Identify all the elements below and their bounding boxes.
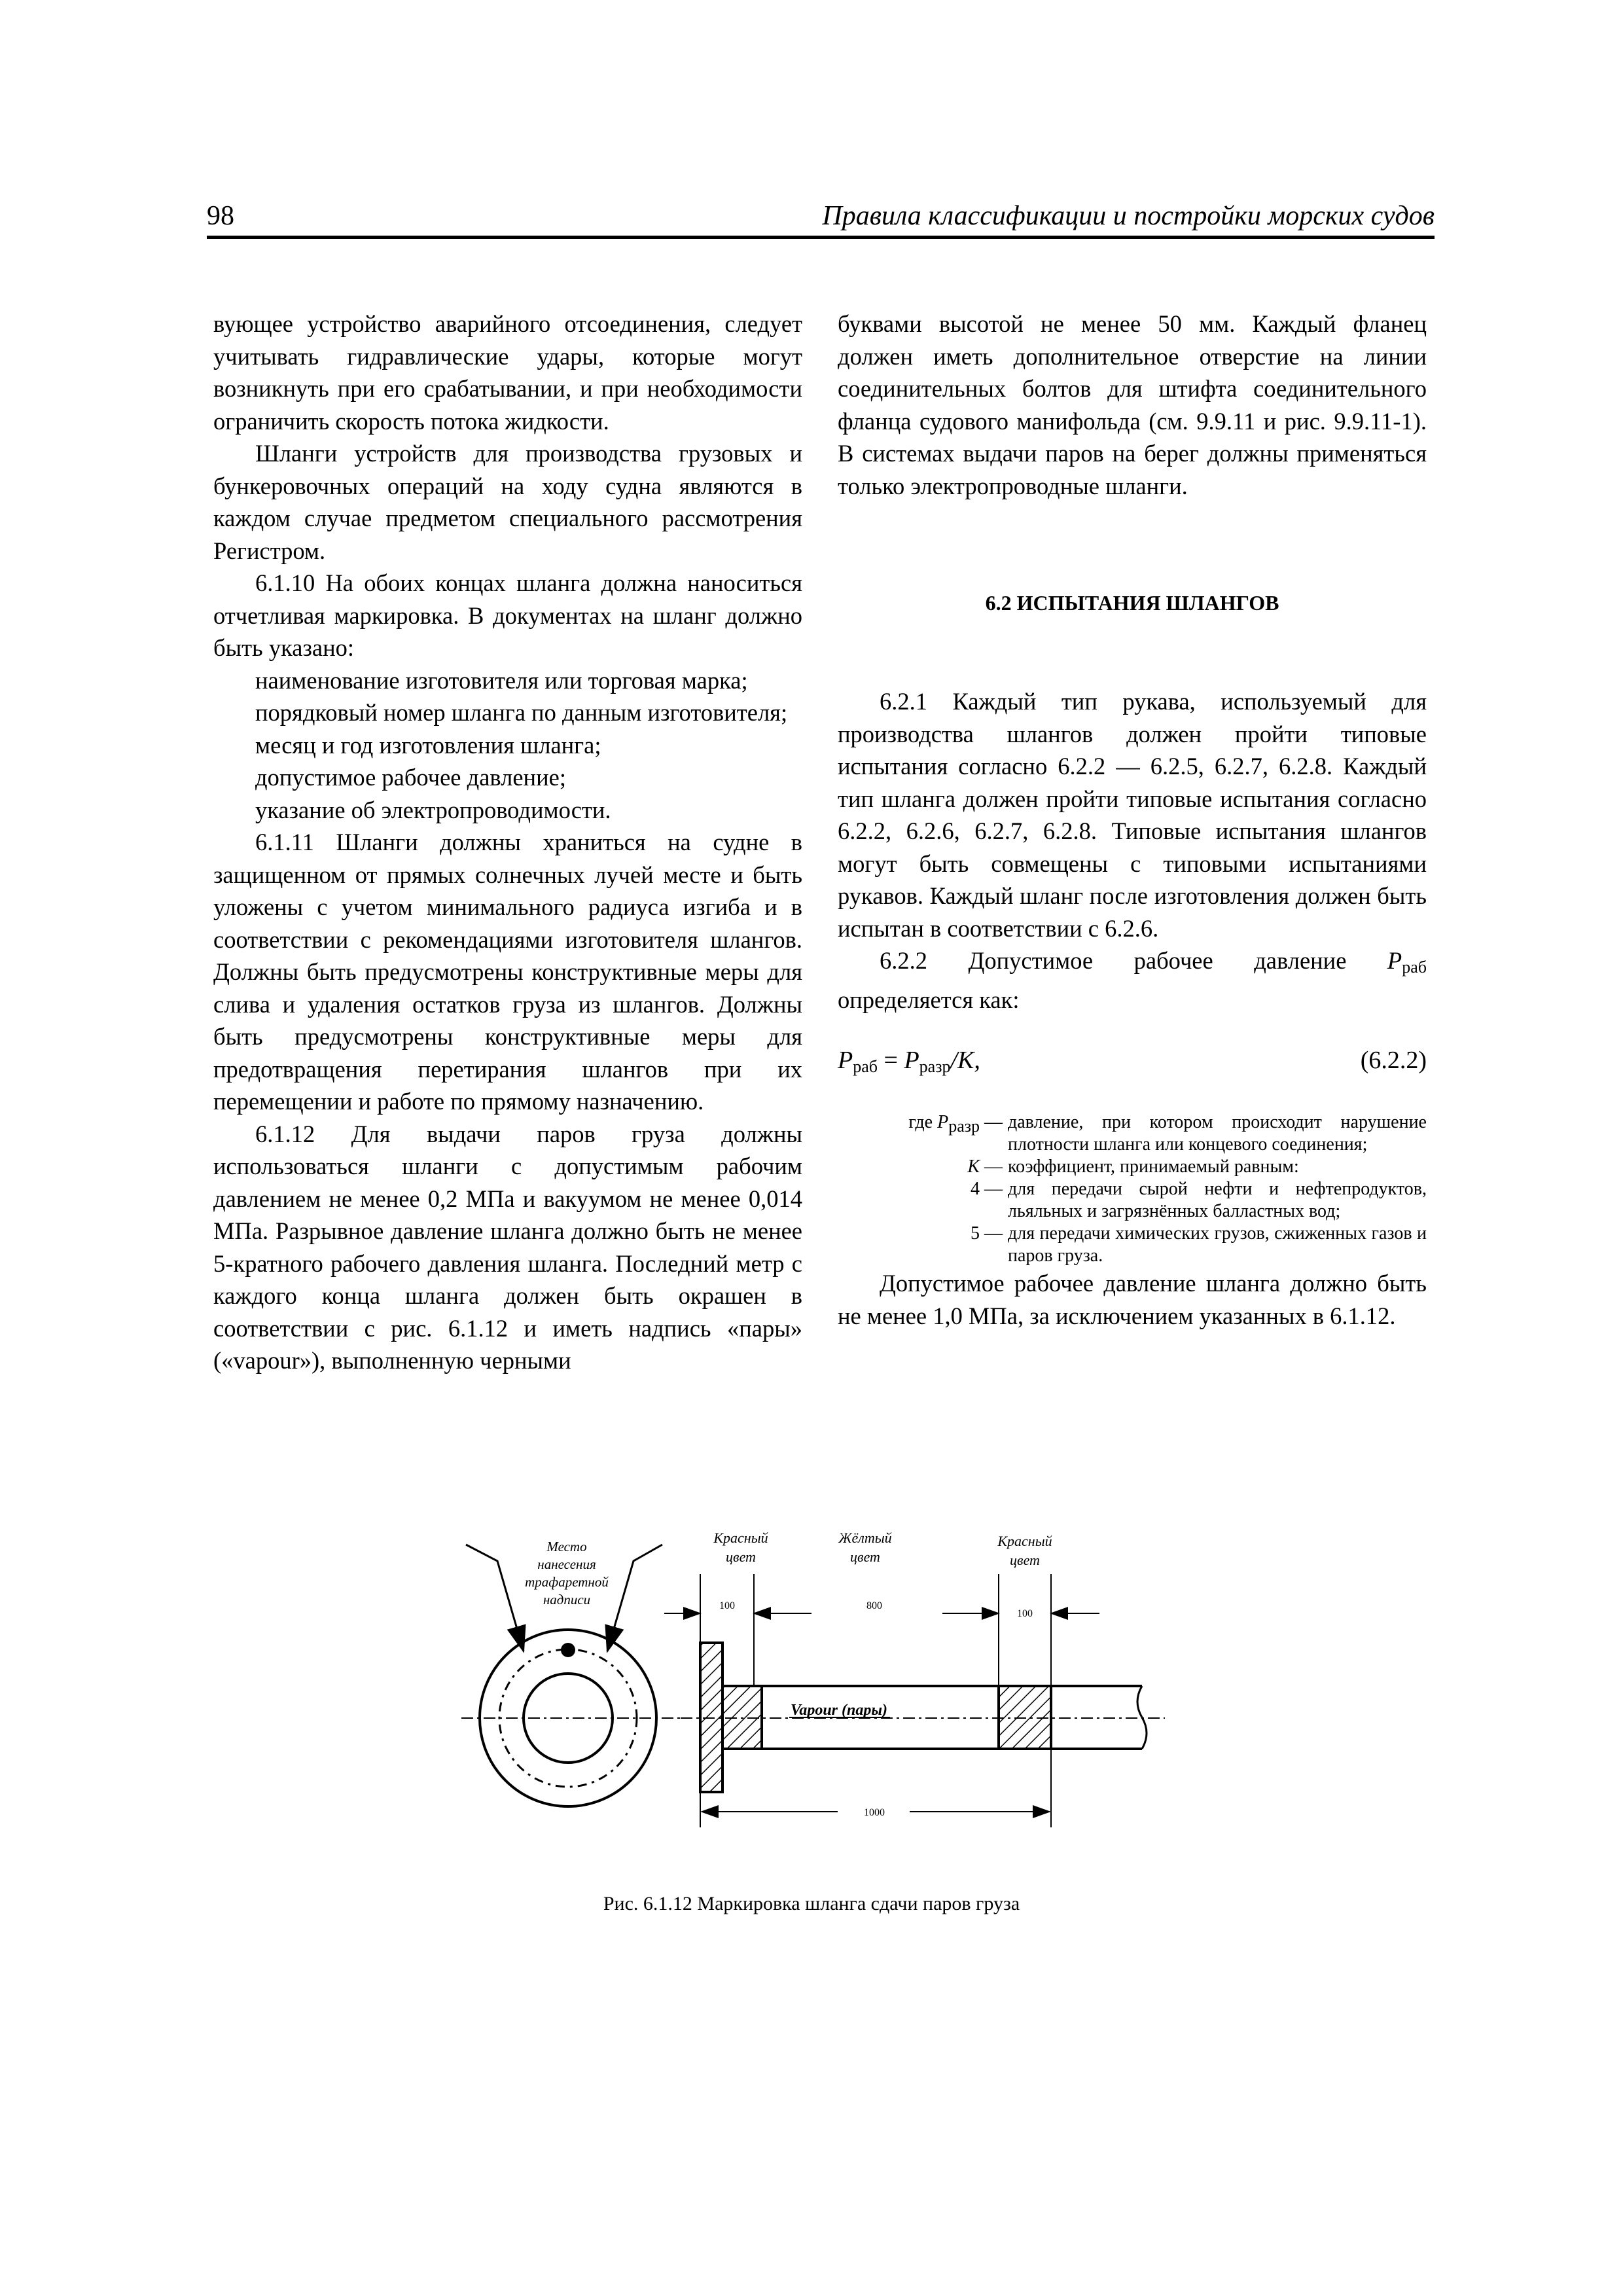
right-column xyxy=(838,308,1427,1332)
list-item: допустимое рабочее давление; xyxy=(255,764,566,791)
red-label-right-1: Красный xyxy=(997,1533,1052,1549)
page-number: 98 xyxy=(207,201,234,231)
hose-text: Vapour (пары) xyxy=(790,1702,888,1719)
dim-800: 800 xyxy=(866,1600,882,1611)
red-label-right-2: цвет xyxy=(1010,1552,1040,1568)
paragraph: вующее устройство аварийного отсоединения, следует учитывать гидравлические удары, которые могут возникнуть при его срабатывании, и при необходимости ограничить скорость потока жидкости. xyxy=(213,310,802,435)
yellow-label-2: цвет xyxy=(850,1549,880,1565)
definition-row: 5 — для передачи химических грузов, сжиженных газов и паров груза. xyxy=(971,1223,1427,1266)
definition-row: 4 — для передачи сырой нефти и нефтепродуктов, льяльных и загрязнённых балластных вод; xyxy=(971,1179,1427,1221)
figure-caption: Рис. 6.1.12 Маркировка шланга сдачи паров груза xyxy=(603,1893,1020,1914)
definition-row: K — коэффициент, принимаемый равным: xyxy=(967,1157,1299,1177)
hose-marking-figure xyxy=(0,1499,1623,1865)
paragraph: буквами высотой не менее 50 мм. Каждый фланец должен иметь дополнительное отверстие на линии соединительных болтов для штифта соединительного фланца судового манифольда (см. 9.9.11 и рис. 9.9.11-1). В системах выдачи паров на берег должны применяться только электропроводные шланги. xyxy=(838,310,1427,499)
red-label-left-1: Красный xyxy=(713,1530,768,1546)
section-title: 6.2 ИСПЫТАНИЯ ШЛАНГОВ xyxy=(985,591,1279,615)
flange-end-view xyxy=(461,1630,681,1806)
paragraph-6-1-11: 6.1.11 Шланги должны храниться на судне в защищенном от прямых солнечных лучей месте и быть уложены с учетом минимального радиуса изгиба и в соответствии с рекомендациями изготовителя шлангов. Должны быть предусмотрены конструктивные меры для слива и удаления остатков груза из шлангов. Должны быть предусмотрены конструктивные меры для предотвращения перетирания шлангов при их перемещении и работе по прямому назначению. xyxy=(213,829,802,1115)
running-title: Правила классификации и постройки морских судов xyxy=(822,201,1435,231)
yellow-label-1: Жёлтый xyxy=(838,1530,892,1546)
place-label-line4: надписи xyxy=(543,1592,591,1607)
place-label-line2: нанесения xyxy=(537,1556,596,1572)
formula-definitions xyxy=(838,1111,1427,1267)
page-header xyxy=(207,196,1435,239)
paragraph-6-1-10: 6.1.10 На обоих концах шланга должна наноситься отчетливая маркировка. В документах на шланг должно быть указано: xyxy=(213,569,802,661)
dim-1000: 1000 xyxy=(864,1807,885,1818)
dim-100-left: 100 xyxy=(719,1600,735,1611)
top-dimensions xyxy=(664,1574,1099,1686)
list-item: наименование изготовителя или торговая марка; xyxy=(255,666,748,694)
paragraph-6-2-2: 6.2.2 Допустимое рабочее давление $P_{раб}$ определяется как: xyxy=(838,947,1427,1013)
list-item: указание об электропроводимости. xyxy=(255,796,611,823)
formula-expression: $P_{раб} = P_{разр}/K$, xyxy=(838,1047,980,1076)
left-column xyxy=(213,308,802,1377)
list-item: порядковый номер шланга по данным изготовителя; xyxy=(255,699,788,726)
paragraph-6-1-12: 6.1.12 Для выдачи паров груза должны использоваться шланги с допустимым рабочим давлением не менее 0,2 МПа и вакуумом не менее 0,014 МПа. Разрывное давление шланга должно быть не менее 5-кратного рабочего давления шланга. Последний метр с каждого конца шланга должен быть окрашен в соответствии с рис. 6.1.12 и иметь надпись «пары» («vapour»), выполненную черными xyxy=(213,1120,802,1374)
place-label-line3: трафаретной xyxy=(525,1574,609,1590)
paragraph-6-2-1: 6.2.1 Каждый тип рукава, используемый для производства шлангов должен пройти типовые испытания согласно 6.2.2 — 6.2.5, 6.2.7, 6.2.8. Каждый тип шланга должен пройти типовые испытания согласно 6.2.2, 6.2.6, 6.2.7, 6.2.8. Типовые испытания шлангов могут быть совмещены с типовыми испытаниями рукавов. Каждый шланг после изготовления должен быть испытан в соответствии с 6.2.6. xyxy=(838,688,1427,942)
formula-number: (6.2.2) xyxy=(1360,1047,1427,1074)
paragraph: Шланги устройств для производства грузовых и бункеровочных операций на ходу судна являются в каждом случае предметом специального рассмотрения Регистром. xyxy=(213,440,802,564)
list-item: месяц и год изготовления шланга; xyxy=(255,731,601,759)
pin-hole-icon xyxy=(561,1643,575,1657)
red-label-left-2: цвет xyxy=(726,1549,756,1565)
dim-100-right: 100 xyxy=(1017,1608,1033,1619)
paragraph: Допустимое рабочее давление шланга должно быть не менее 1,0 МПа, за исключением указанных в 6.1.12. xyxy=(838,1270,1427,1329)
definition-row: где $P_{разр}$ — давление, при котором происходит нарушение плотности шланга или концевого соединения; xyxy=(908,1112,1427,1155)
formula-6-2-2 xyxy=(838,1045,1427,1084)
place-label-line1: Место xyxy=(546,1539,587,1554)
